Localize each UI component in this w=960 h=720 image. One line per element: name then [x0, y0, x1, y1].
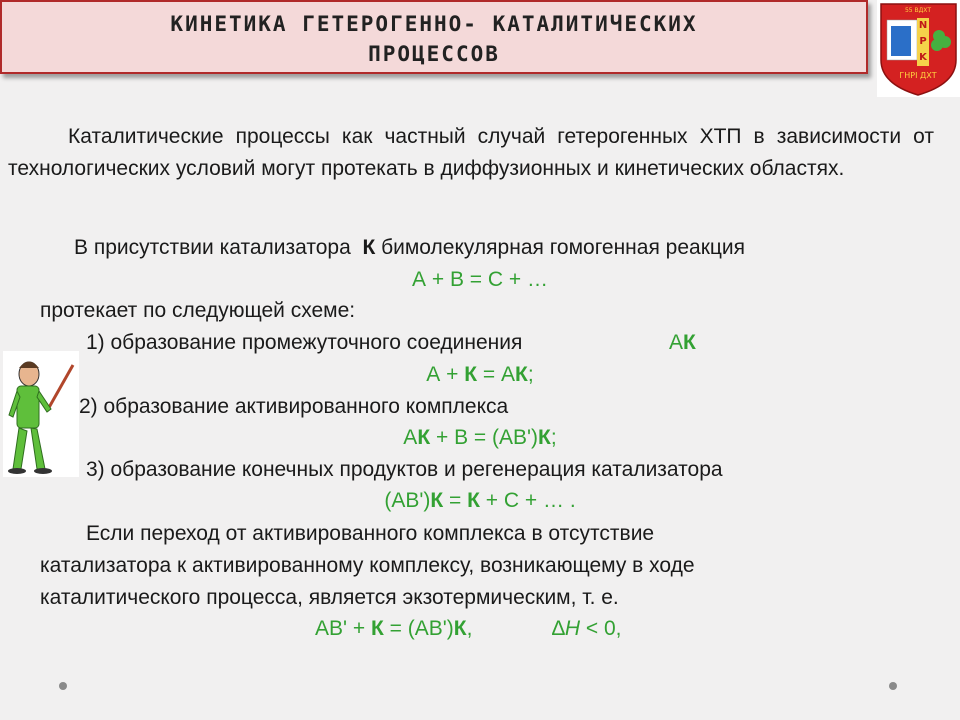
eq2-part-a: А [403, 426, 418, 449]
logo-letter-n: N [918, 20, 928, 31]
slide-dot-left [59, 682, 67, 690]
eq3-k1: К [430, 489, 444, 512]
logo-letter-p: P [919, 36, 927, 47]
enthalpy-symbol: H [564, 617, 581, 640]
eq3-end: + С + … . [479, 489, 576, 512]
eq1-mid: = А [477, 363, 516, 386]
equation-3 [0, 487, 960, 515]
step-1 [86, 329, 522, 357]
eq3-k2: К [467, 489, 480, 512]
eq2-mid: + В = (АВ') [430, 426, 539, 449]
step-2: 2) образование активированного комплекса [79, 395, 509, 418]
conclusion-line-1: Если переход от активированного комплекса в отсутствие [86, 522, 655, 545]
step-1-text: 1) образование промежуточного соединения [86, 331, 523, 354]
equation-2 [0, 424, 960, 452]
presence-text: В присутствии катализатора [74, 236, 351, 259]
intro-paragraph [8, 121, 934, 185]
step-1-compound [669, 329, 696, 357]
conclusion-line-2: катализатора к активированному комплексу, возникающему в ходе [40, 554, 695, 577]
eq4-part-a: АВ' + [315, 617, 371, 640]
eq1-k2: К [515, 363, 528, 386]
eq4-k2: К [453, 617, 467, 640]
scheme-intro: протекает по следующей схеме: [40, 299, 356, 322]
eq2-k1: К [417, 426, 431, 449]
equation-4 [315, 615, 472, 643]
compound-a: А [669, 331, 684, 354]
step-3: 3) образование конечных продуктов и регенерация катализатора [86, 458, 723, 481]
presence-rest: бимолекулярная гомогенная реакция [381, 236, 746, 259]
eq2-k2: К [538, 426, 551, 449]
eq4-end: , [466, 617, 473, 640]
enthalpy-cond: < 0, [580, 617, 622, 640]
logo-caption: ГНРІ ДХТ [899, 71, 937, 80]
compound-k: К [683, 331, 696, 354]
slide-dot-right [889, 682, 897, 690]
title-line-2: ПРОЦЕССОВ [368, 42, 500, 66]
eq1-part-a: А + [426, 363, 465, 386]
logo-letter-k: K [919, 52, 927, 63]
eq2-end: ; [550, 426, 557, 449]
catalyst-symbol: К [362, 236, 376, 259]
intro-text: Каталитические процессы как частный случай гетерогенных ХТП в зависимости от технологических условий могут протекать в диффузионных и кинетических областях. [8, 125, 934, 180]
presence-line [74, 234, 745, 262]
delta-symbol: ∆ [552, 617, 565, 640]
teacher-pointer-illustration [3, 351, 79, 477]
eq1-k1: К [464, 363, 478, 386]
logo-top-text: 55 ВДХТ [904, 7, 932, 14]
conclusion-line-3: каталитического процесса, является экзотермическим, т. е. [40, 586, 619, 609]
title-line-1: КИНЕТИКА ГЕТЕРОГЕННО- КАТАЛИТИЧЕСКИХ [170, 12, 698, 36]
university-logo [877, 0, 960, 97]
reaction-equation: А + В = С + … [412, 268, 548, 291]
slide-title [0, 0, 868, 74]
eq3-part-a: (АВ') [384, 489, 431, 512]
enthalpy-condition [552, 615, 621, 643]
eq4-mid: = (АВ') [383, 617, 454, 640]
eq3-mid: = [443, 489, 468, 512]
eq4-k1: К [370, 617, 384, 640]
equation-1 [0, 361, 960, 389]
eq1-end: ; [527, 363, 534, 386]
